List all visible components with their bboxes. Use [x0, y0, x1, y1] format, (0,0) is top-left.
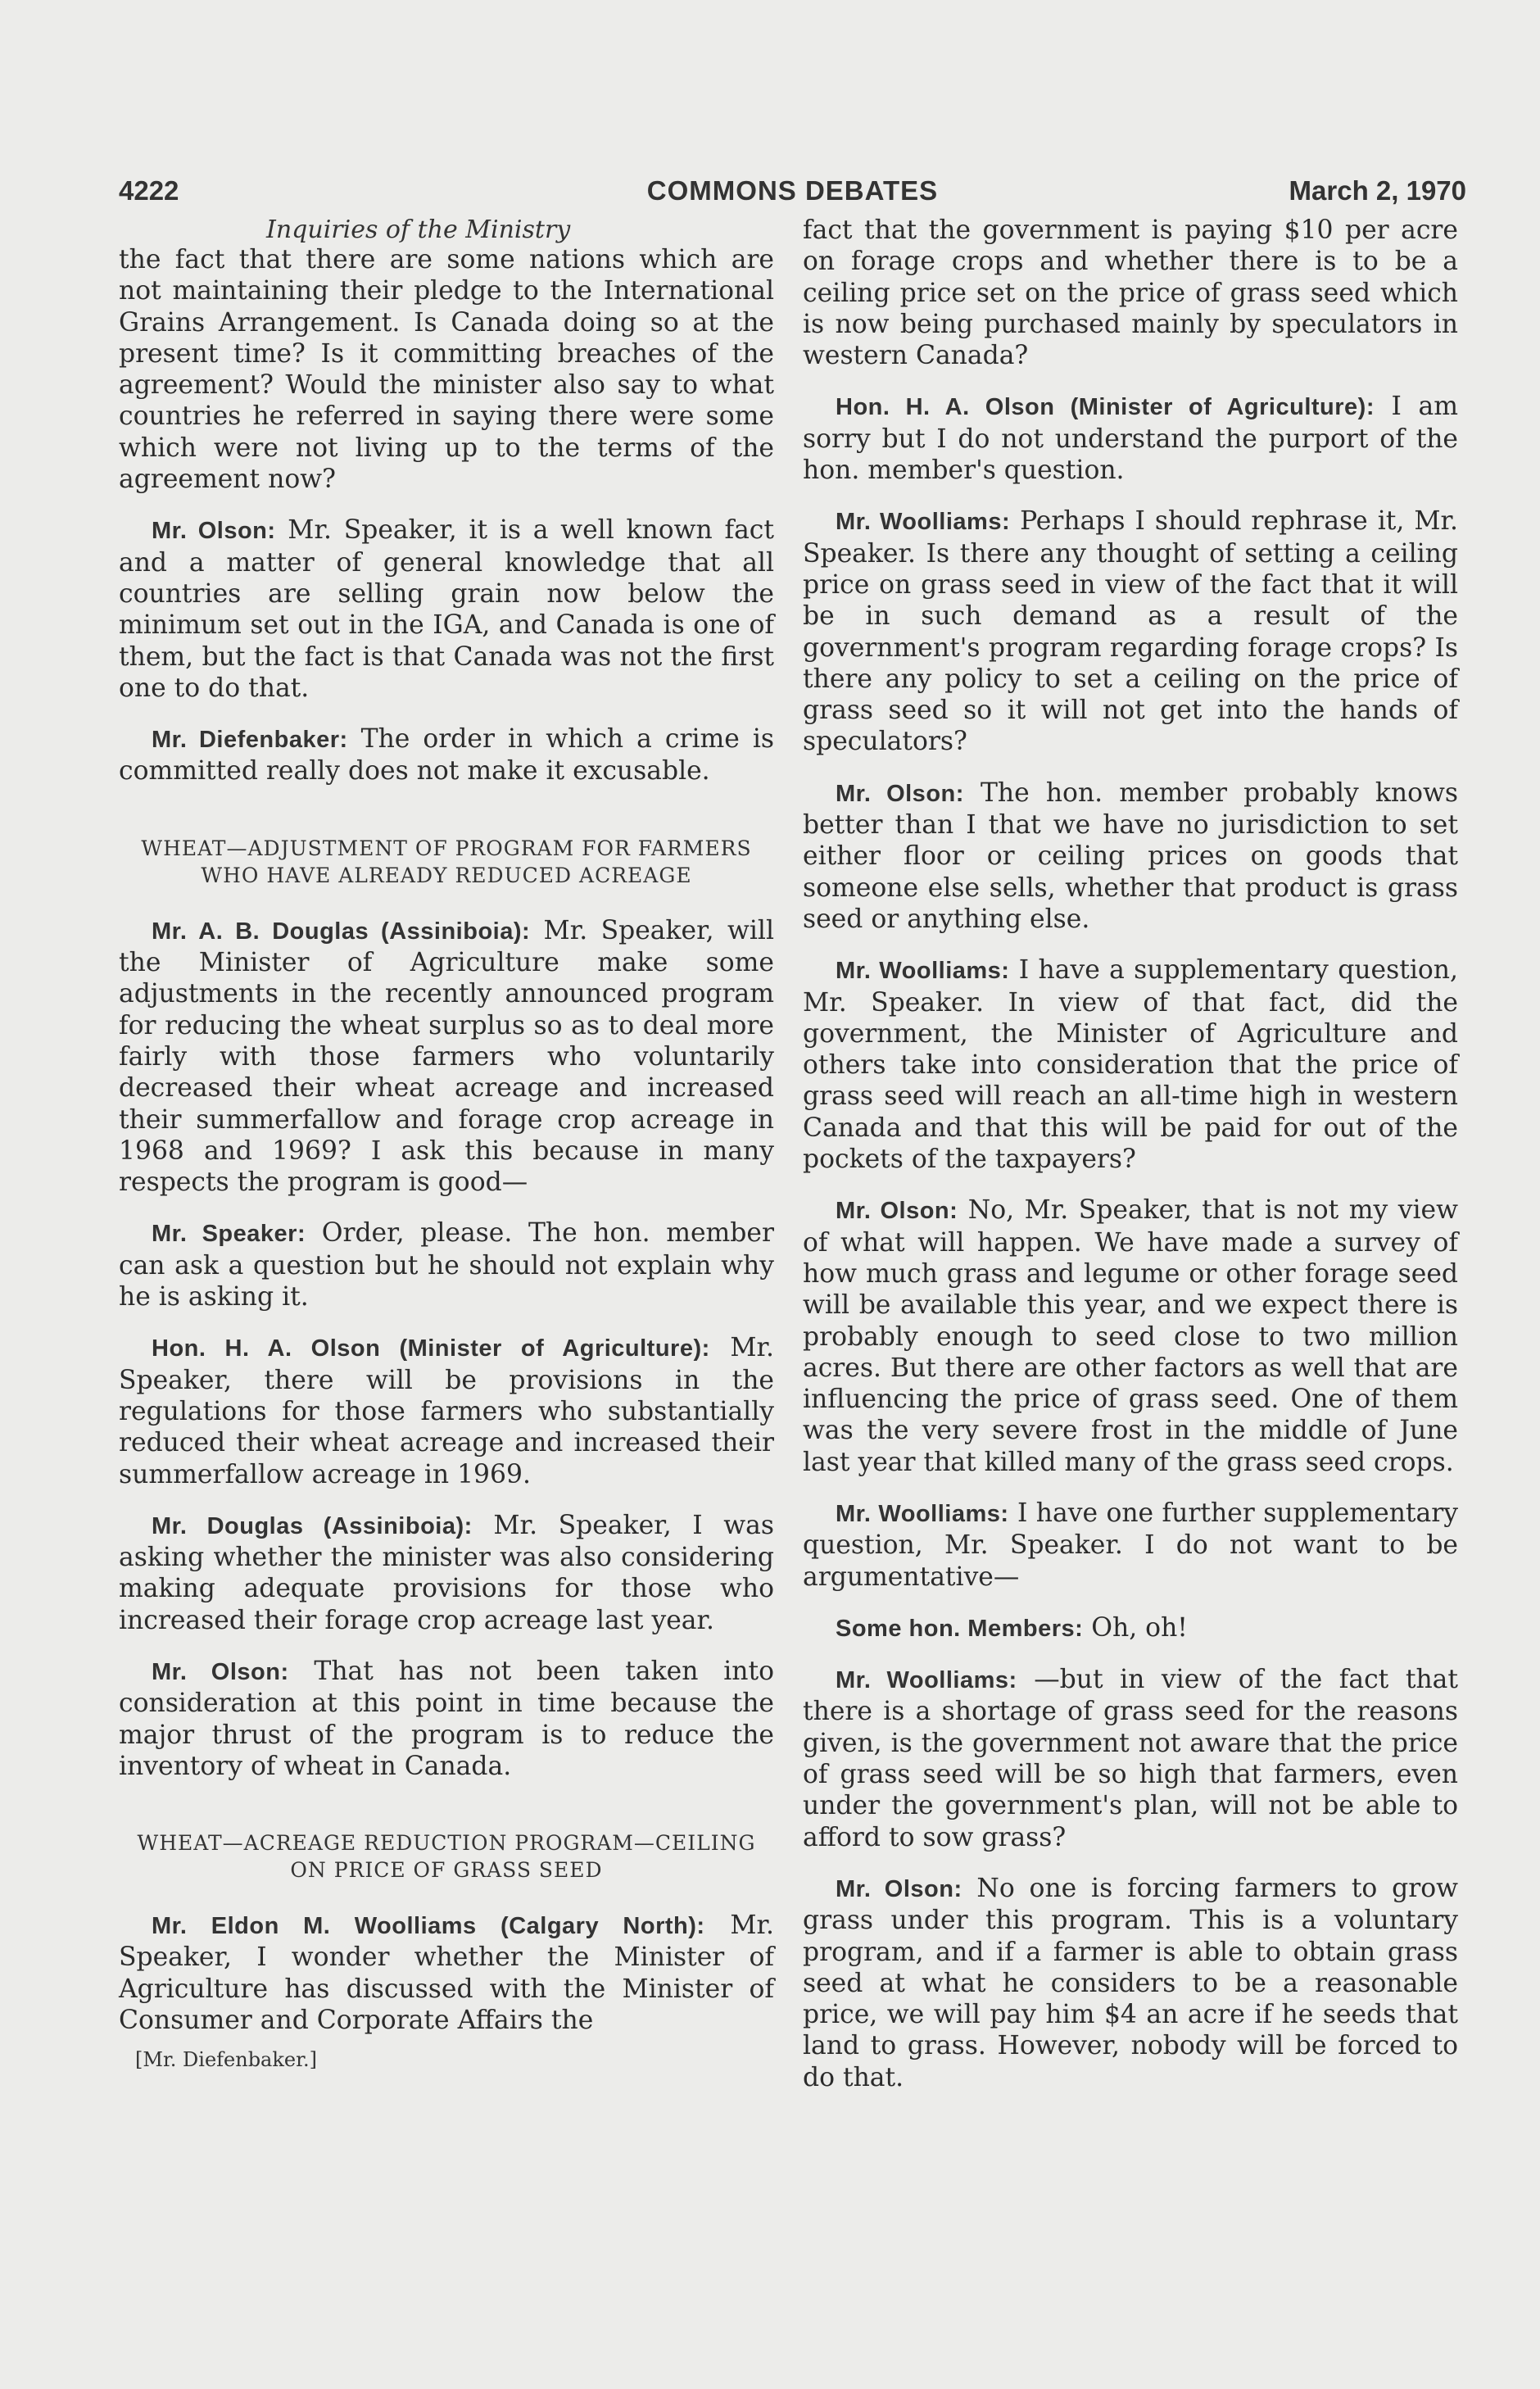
section-heading: WHEAT—ACREAGE REDUCTION PROGRAM—CEILING ON PRICE OF GRASS SEED — [137, 1831, 756, 1883]
speech-text: Oh, oh! — [1083, 1612, 1188, 1643]
continuation-text: the fact that there are some nations which are not maintaining their pledge to the International Grains Arrangement. Is Canada doing so at the present time? Is it committing breaches of the agreement? Would the minister also say to what countries he referred in saying there were some which were not living up to the terms of the agreement now? — [119, 245, 774, 495]
speaker-name: Mr. Woolliams: — [836, 958, 1010, 985]
speech-paragraph — [803, 1194, 1458, 1478]
section-heading: WHEAT—ADJUSTMENT OF PROGRAM FOR FARMERS WHO HAVE ALREADY REDUCED ACREAGE — [141, 836, 752, 887]
running-head: Inquiries of the Ministry — [266, 215, 571, 244]
speaker-name: Mr. Olson: — [152, 1658, 289, 1685]
speech-text: Perhaps I should rephrase it, Mr. Speaker. Is there any thought of setting a ceiling price on grass seed in view of the fact that it will be in such demand as a result of the government's program regarding forage crops? Is there any policy to set a ceiling on the price of grass seed so it will not get into the hands of speculators? — [803, 506, 1458, 757]
speech-text: No one is forcing farmers to grow grass under this program. This is a voluntary program, and if a farmer is able to obtain grass seed at what he considers to be a reasonable price, we will pay him $4 an acre if he seeds that land to grass. However, nobody will be forced to do that. — [803, 1873, 1458, 2092]
speech-text: No, Mr. Speaker, that is not my view of what will happen. We have made a survey of how much grass and legume or other forage seed will be available this year, and we expect there is probably enough to seed close to two million acres. But there are other factors as well that are influencing the price of grass seed. One of them was the very severe frost in the middle of June last year that killed many of the grass seed crops. — [803, 1195, 1458, 1477]
speech-paragraph — [119, 915, 774, 1199]
speech-text: Mr. Speaker, I wonder whether the Minister of Agriculture has discussed with the Minister of Consumer and Corporate Affairs the — [119, 1911, 775, 2036]
speaker-name: Mr. Olson: — [152, 518, 276, 545]
speech-text: Mr. Speaker, will the Minister of Agriculture make some adjustments in the recently announced program for reducing the wheat surplus so as to deal more fairly with those farmers who voluntarily decreased their wheat acreage and increased their summerfallow and forage crop acreage in 1968 and 1969? I ask this because in many respects the program is good— — [119, 915, 774, 1198]
speaker-name: Hon. H. A. Olson (Minister of Agriculture): — [836, 394, 1375, 421]
right-column — [803, 215, 1458, 2113]
speaker-name: Mr. Olson: — [836, 1875, 962, 1902]
speech-paragraph — [119, 1332, 774, 1489]
journal-title: COMMONS DEBATES — [646, 175, 939, 206]
speaker-name: Mr. Douglas (Assiniboia): — [152, 1512, 473, 1539]
left-column — [119, 215, 774, 2072]
issue-date: March 2, 1970 — [1289, 175, 1466, 206]
speech-paragraph — [119, 1217, 774, 1312]
speaker-name: Mr. Woolliams: — [836, 1667, 1017, 1694]
speech-paragraph — [803, 391, 1458, 486]
page-number: 4222 — [119, 175, 179, 206]
speech-text: Mr. Speaker, it is a well known fact and a matter of general knowledge that all countries are selling grain now below the minimum set out in the IGA, and Canada is one of them, but the fact is that Canada was not the first one to do that. — [119, 515, 774, 703]
speech-paragraph — [803, 1612, 1458, 1644]
page-footer-note: [Mr. Diefenbaker.] — [135, 2048, 317, 2072]
speech-paragraph — [803, 1498, 1458, 1593]
speaker-name: Mr. Woolliams: — [836, 509, 1011, 536]
speech-text: The order in which a crime is committed really does not make it excusable. — [119, 724, 774, 787]
speaker-name: Mr. Speaker: — [152, 1221, 306, 1248]
speech-paragraph — [119, 515, 774, 704]
speech-paragraph — [803, 777, 1458, 935]
speaker-name: Mr. Diefenbaker: — [152, 727, 348, 754]
speech-paragraph — [803, 1664, 1458, 1853]
page-header — [119, 169, 1466, 218]
speech-text: I have a supplementary question, Mr. Speaker. In view of that fact, did the government, the Minister of Agriculture and others take into consideration that the price of grass seed will reach an all-time high in western Canada and that this will be paid for out of the pockets of the taxpayers? — [803, 955, 1458, 1175]
speaker-name: Mr. Olson: — [836, 1198, 958, 1225]
speaker-name: Hon. H. A. Olson (Minister of Agriculture): — [152, 1335, 710, 1362]
speaker-name: Mr. Woolliams: — [836, 1500, 1009, 1527]
speech-paragraph — [803, 505, 1458, 757]
speech-paragraph — [119, 723, 774, 787]
speech-paragraph — [119, 1656, 774, 1782]
speech-text: Mr. Speaker, there will be provisions in the regulations for those farmers who substantially reduced their wheat acreage and increased their summerfallow acreage in 1969. — [119, 1333, 774, 1489]
speech-text: Order, please. The hon. member can ask a question but he should not explain why he is asking it. — [119, 1218, 774, 1312]
speech-text: Mr. Speaker, I was asking whether the minister was also considering making adequate provisions for those who increased their forage crop acreage last year. — [119, 1510, 774, 1635]
continuation-text: fact that the government is paying $10 per acre on forage crops and whether there is to be a ceiling price set on the price of grass seed which is now being purchased mainly by speculators in western Canada? — [803, 215, 1458, 371]
speech-text: That has not been taken into consideration at this point in time because the major thrust of the program is to reduce the inventory of wheat in Canada. — [119, 1656, 774, 1781]
speech-text: The hon. member probably knows better than I that we have no jurisdiction to set either floor or ceiling prices on goods that someone else sells, whether that product is grass seed or anything else. — [803, 777, 1458, 934]
speech-text: I am sorry but I do not understand the purport of the hon. member's question. — [803, 392, 1458, 486]
speech-paragraph — [119, 1510, 774, 1636]
speaker-name: Some hon. Members: — [836, 1615, 1084, 1642]
speech-text: I have one further supplementary question, Mr. Speaker. I do not want to be argumentative— — [803, 1498, 1458, 1592]
speech-paragraph — [803, 954, 1458, 1175]
speaker-name: Mr. A. B. Douglas (Assiniboia): — [152, 918, 531, 945]
speaker-name: Mr. Olson: — [836, 780, 964, 807]
speech-paragraph — [803, 1873, 1458, 2093]
speaker-name: Mr. Eldon M. Woolliams (Calgary North): — [152, 1913, 705, 1940]
speech-paragraph — [119, 1910, 774, 2036]
speech-text: —but in view of the fact that there is a shortage of grass seed for the reasons given, is the government not aware that the price of grass seed will be so high that farmers, even under the government's plan, will not be able to afford to sow grass? — [803, 1665, 1458, 1852]
